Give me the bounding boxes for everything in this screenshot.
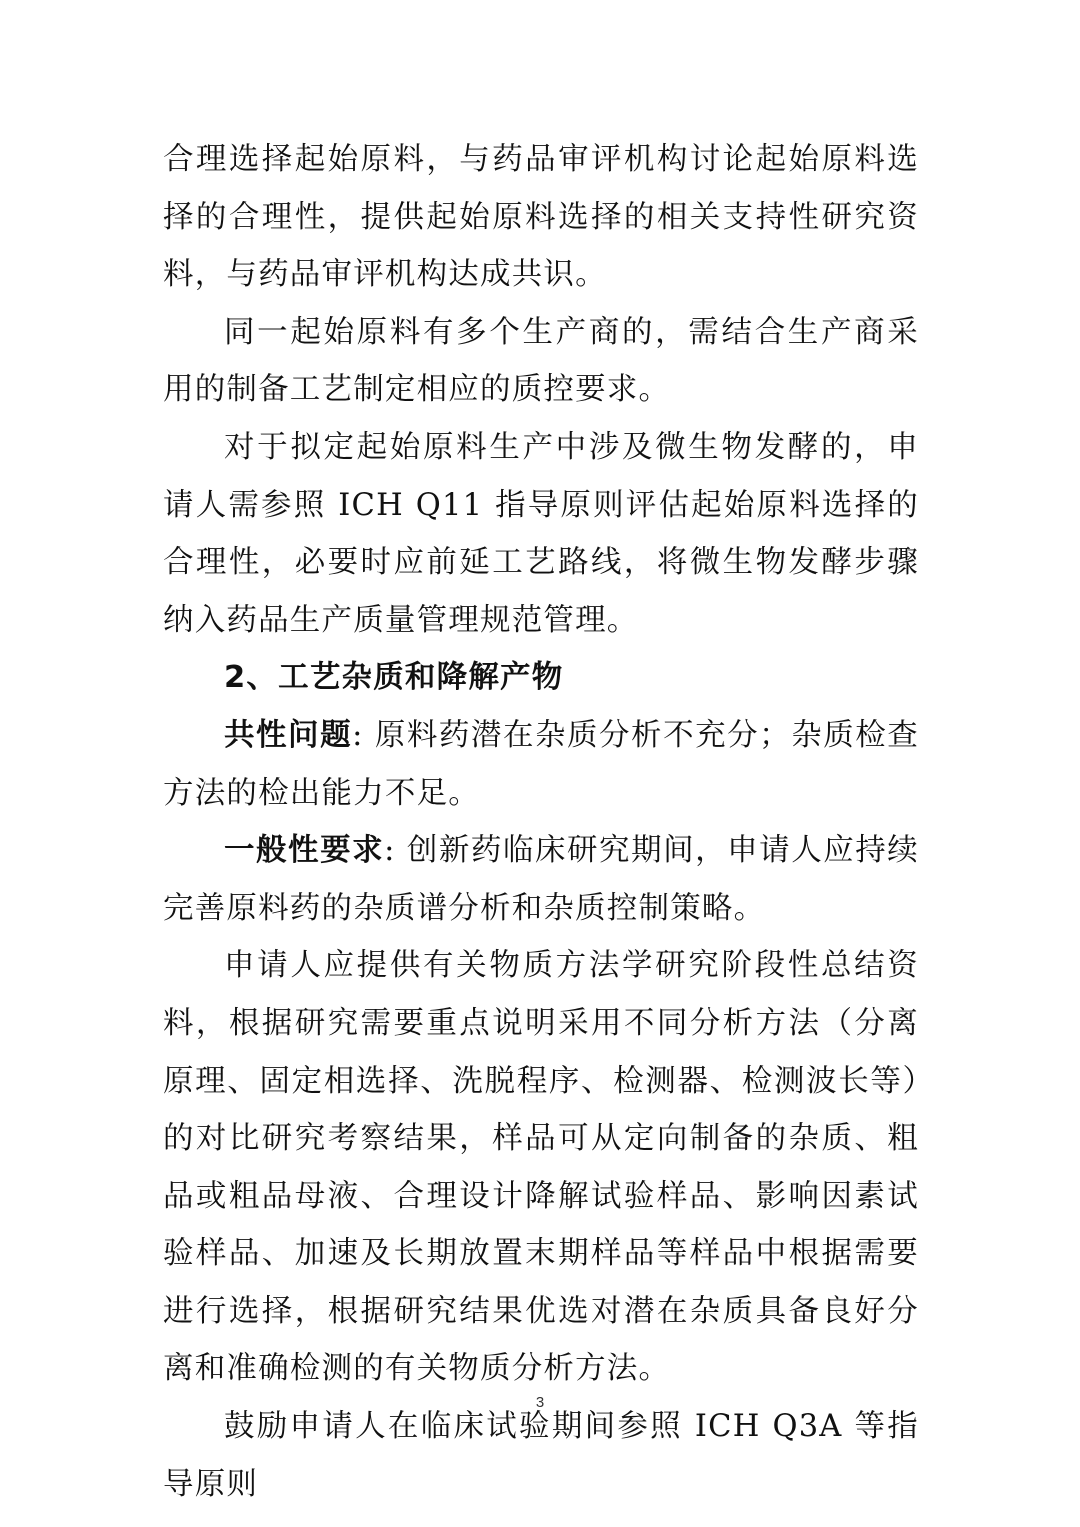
common-issues-label: 共性问题 [224,717,353,753]
section-heading-text: 2、工艺杂质和降解产物 [224,660,564,696]
paragraph-general-requirements [163,822,919,937]
page-number: 3 [535,1394,545,1411]
paragraph-common-issues [163,707,919,822]
paragraph-text: : 原料药潜在杂质分析不充分；杂质检查方法的检出能力不足。 [163,717,919,811]
paragraph-ich-q3a [163,1398,919,1513]
paragraph-text: 鼓励申请人在临床试验期间参照 ICH Q3A 等指导原则 [163,1409,919,1502]
paragraph-text: 对于拟定起始原料生产中涉及微生物发酵的，申请人需参照 ICH Q11 指导原则评估起始原料选择的合理性，必要时应前延工艺路线，将微生物发酵步骤纳入药品生产质量管理规范管理。 [163,429,919,638]
paragraph-method-study [163,937,919,1398]
paragraph-text: 合理选择起始原料，与药品审评机构讨论起始原料选择的合理性，提供起始原料选择的相关支持性研究资料，与药品审评机构达成共识。 [163,142,919,293]
paragraph-text: : 创新药临床研究期间，申请人应持续完善原料药的杂质谱分析和杂质控制策略。 [163,833,919,926]
body-text [163,131,919,1513]
paragraph-microbial-fermentation [163,419,919,649]
paragraph-multiple-manufacturers [163,304,919,419]
section-heading-impurities [163,649,919,707]
general-requirements-label: 一般性要求 [224,833,385,869]
paragraph-text: 申请人应提供有关物质方法学研究阶段性总结资料，根据研究需要重点说明采用不同分析方法（分离原理、固定相选择、洗脱程序、检测器、检测波长等）的对比研究考察结果，样品可从定向制备的杂质、粗品或粗品母液、合理设计降解试验样品、影响因素试验样品、加速及长期放置末期样品等样品中根据需要进行选择，根据研究结果优选对潜在杂质具备良好分离和准确检测的有关物质分析方法。 [163,948,919,1387]
paragraph-text: 同一起始原料有多个生产商的，需结合生产商采用的制备工艺制定相应的质控要求。 [163,314,919,408]
paragraph-starting-material-rationale [163,131,919,304]
